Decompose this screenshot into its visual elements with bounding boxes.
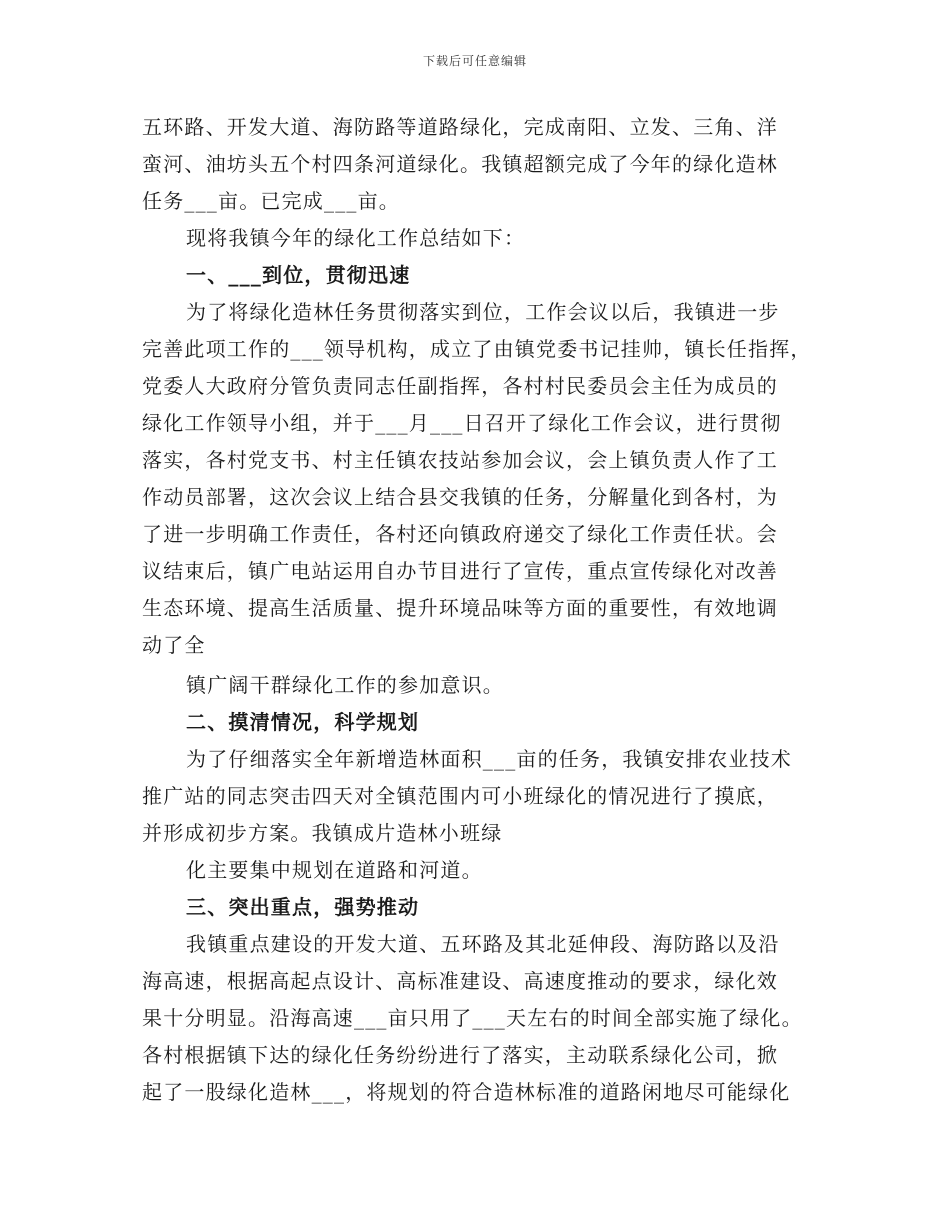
page-header-note: 下载后可任意编辑 xyxy=(422,54,527,68)
body-line: 推广站的同志突击四天对全镇范围内可小班绿化的情况进行了摸底， xyxy=(142,784,778,808)
body-line: 完善此项工作的___领导机构，成立了由镇党委书记挂帅，镇长任指挥， xyxy=(142,337,812,361)
body-line: 化主要集中规划在道路和河道。 xyxy=(186,858,483,882)
body-line: 海高速，根据高起点设计、高标准建设、高速度推动的要求，绿化效 xyxy=(142,969,778,993)
body-line: 落实，各村党支书、村主任镇农技站参加会议，会上镇负责人作了工 xyxy=(142,448,778,472)
body-line: 为了仔细落实全年新增造林面积___亩的任务，我镇安排农业技术 xyxy=(186,747,792,771)
section-heading-1: 一、___到位，贯彻迅速 xyxy=(186,263,411,287)
section-heading-3: 三、突出重点，强势推动 xyxy=(186,895,420,919)
body-line: 党委人大政府分管负责同志任副指挥，各村村民委员会主任为成员的 xyxy=(142,374,778,398)
body-line: 了进一步明确工作责任，各村还向镇政府递交了绿化工作责任状。会 xyxy=(142,522,778,546)
body-line: 并形成初步方案。我镇成片造林小班绿 xyxy=(142,821,503,845)
body-line: 作动员部署，这次会议上结合县交我镇的任务，分解量化到各村，为 xyxy=(142,485,778,509)
body-line: 起了一股绿化造林___，将规划的符合造林标准的道路闲地尽可能绿化 xyxy=(142,1080,791,1104)
body-line: 现将我镇今年的绿化工作总结如下： xyxy=(186,226,526,250)
body-line: 五环路、开发大道、海防路等道路绿化，完成南阳、立发、三角、洋 xyxy=(142,115,778,139)
body-line: 各村根据镇下达的绿化任务纷纷进行了落实，主动联系绿化公司，掀 xyxy=(142,1043,778,1067)
section-heading-2: 二、摸清情况，科学规划 xyxy=(186,710,420,734)
body-line: 我镇重点建设的开发大道、五环路及其北延伸段、海防路以及沿 xyxy=(186,932,780,956)
body-line: 任务___亩。已完成___亩。 xyxy=(142,189,400,213)
body-line: 动了全 xyxy=(142,633,206,657)
body-line: 绿化工作领导小组，并于___月___日召开了绿化工作会议，进行贯彻 xyxy=(142,411,782,435)
body-line: 蛮河、油坊头五个村四条河道绿化。我镇超额完成了今年的绿化造林 xyxy=(142,152,778,176)
body-line: 果十分明显。沿海高速___亩只用了___天左右的时间全部实施了绿化。 xyxy=(142,1006,803,1030)
body-line: 镇广阔干群绿化工作的参加意识。 xyxy=(186,673,504,697)
body-line: 议结束后，镇广电站运用自办节目进行了宣传，重点宣传绿化对改善 xyxy=(142,559,778,583)
body-line: 为了将绿化造林任务贯彻落实到位，工作会议以后，我镇进一步 xyxy=(186,300,780,324)
body-line: 生态环境、提高生活质量、提升环境品味等方面的重要性，有效地调 xyxy=(142,596,778,620)
